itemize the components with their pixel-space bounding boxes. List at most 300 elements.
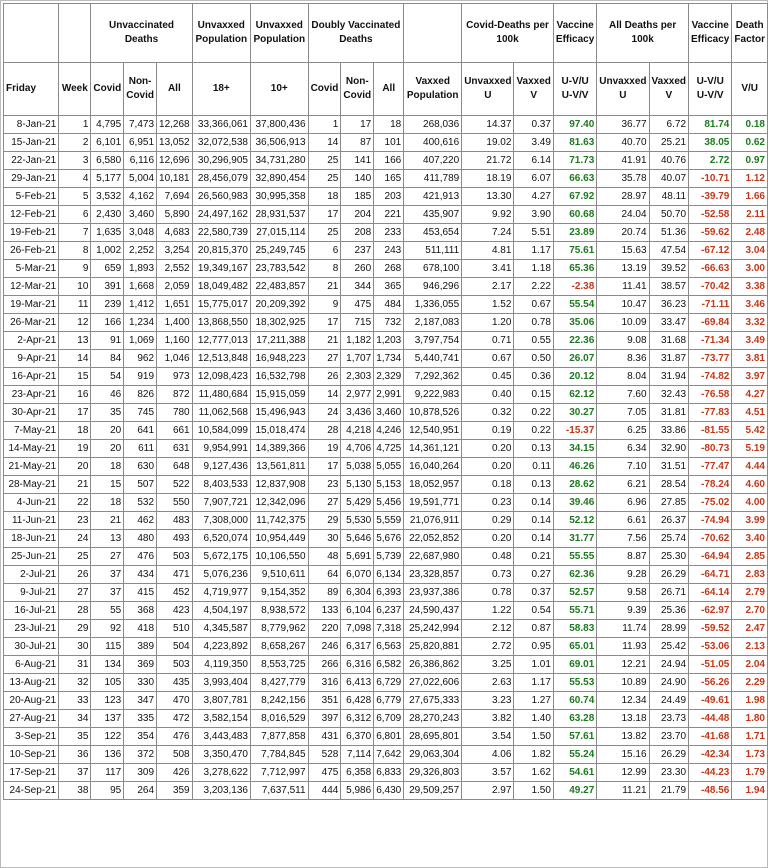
cell-covid-vaxxed-v: 1.40 <box>514 710 553 728</box>
cell-week: 25 <box>59 548 91 566</box>
cell-vaxxed-population: 678,100 <box>404 260 462 278</box>
cell-friday: 30-Jul-21 <box>4 638 59 656</box>
cell-death-factor: 2.11 <box>732 206 768 224</box>
cell-covid-vaxxed-v: 3.49 <box>514 134 553 152</box>
cell-vaccine-efficacy: 55.55 <box>553 548 596 566</box>
cell-all: 550 <box>157 494 193 512</box>
cell-vaxxed-population: 27,675,333 <box>404 692 462 710</box>
header-all-deaths-per-100k: All Deaths per 100k <box>597 4 689 63</box>
cell-dv-all: 6,729 <box>374 674 404 692</box>
cell-death-factor: 3.97 <box>732 368 768 386</box>
header-vaccine-efficacy: Vaccine Efficacy <box>553 4 596 63</box>
cell-covid-unvaxxed-u: 19.02 <box>462 134 514 152</box>
cell-vaccine-efficacy-all: -44.23 <box>689 764 732 782</box>
cell-week: 9 <box>59 260 91 278</box>
col-all: All <box>157 63 193 116</box>
cell-dv-non-covid: 7,098 <box>341 620 374 638</box>
cell-covid-unvaxxed-u: 2.63 <box>462 674 514 692</box>
cell-covid: 91 <box>91 332 124 350</box>
cell-week: 15 <box>59 368 91 386</box>
cell-week: 38 <box>59 782 91 800</box>
cell-vaccine-efficacy-all: -77.83 <box>689 404 732 422</box>
cell-covid: 136 <box>91 746 124 764</box>
cell-pop-18plus: 28,456,079 <box>192 170 250 188</box>
cell-all: 7,694 <box>157 188 193 206</box>
table-row <box>4 584 768 602</box>
cell-dv-non-covid: 344 <box>341 278 374 296</box>
col-friday: Friday <box>4 63 59 116</box>
table-row <box>4 224 768 242</box>
cell-vaxxed-population: 400,616 <box>404 134 462 152</box>
table-row <box>4 602 768 620</box>
cell-vaxxed-population: 7,292,362 <box>404 368 462 386</box>
header-vaccine-efficacy-all: Vaccine Efficacy <box>689 4 732 63</box>
cell-death-factor: 1.12 <box>732 170 768 188</box>
cell-dv-covid: 48 <box>308 548 341 566</box>
cell-week: 28 <box>59 602 91 620</box>
cell-vaxxed-population: 421,913 <box>404 188 462 206</box>
cell-vaccine-efficacy: 55.71 <box>553 602 596 620</box>
cell-week: 7 <box>59 224 91 242</box>
cell-vaccine-efficacy: 28.62 <box>553 476 596 494</box>
cell-vaccine-efficacy: 20.12 <box>553 368 596 386</box>
header-row-top <box>4 4 768 63</box>
cell-vaccine-efficacy-all: -53.06 <box>689 638 732 656</box>
cell-all-unvaxxed-u: 12.99 <box>597 764 649 782</box>
cell-friday: 29-Jan-21 <box>4 170 59 188</box>
cell-all: 503 <box>157 548 193 566</box>
cell-all-vaxxed-v: 23.70 <box>649 728 688 746</box>
table-row <box>4 746 768 764</box>
cell-all-vaxxed-v: 28.54 <box>649 476 688 494</box>
cell-covid-unvaxxed-u: 1.52 <box>462 296 514 314</box>
cell-vaxxed-population: 14,361,121 <box>404 440 462 458</box>
cell-covid: 13 <box>91 530 124 548</box>
cell-vaccine-efficacy: 35.06 <box>553 314 596 332</box>
cell-all: 5,890 <box>157 206 193 224</box>
cell-covid: 95 <box>91 782 124 800</box>
cell-death-factor: 1.79 <box>732 764 768 782</box>
cell-dv-non-covid: 6,316 <box>341 656 374 674</box>
cell-friday: 16-Jul-21 <box>4 602 59 620</box>
cell-vaccine-efficacy-all: -66.63 <box>689 260 732 278</box>
cell-death-factor: 0.18 <box>732 116 768 134</box>
col-18plus: 18+ <box>192 63 250 116</box>
cell-all-unvaxxed-u: 24.04 <box>597 206 649 224</box>
cell-all: 1,046 <box>157 350 193 368</box>
cell-non-covid: 1,412 <box>124 296 157 314</box>
cell-dv-covid: 14 <box>308 386 341 404</box>
cell-dv-covid: 18 <box>308 188 341 206</box>
cell-covid-vaxxed-v: 2.22 <box>514 278 553 296</box>
cell-covid-unvaxxed-u: 0.20 <box>462 530 514 548</box>
cell-vaccine-efficacy: 75.61 <box>553 242 596 260</box>
cell-all: 973 <box>157 368 193 386</box>
cell-friday: 30-Apr-21 <box>4 404 59 422</box>
cell-dv-covid: 89 <box>308 584 341 602</box>
cell-dv-non-covid: 4,706 <box>341 440 374 458</box>
cell-vaccine-efficacy-all: -75.02 <box>689 494 732 512</box>
cell-covid: 3,532 <box>91 188 124 206</box>
cell-pop-10plus: 7,712,997 <box>250 764 308 782</box>
cell-vaxxed-population: 28,270,243 <box>404 710 462 728</box>
cell-covid: 54 <box>91 368 124 386</box>
cell-pop-18plus: 22,580,739 <box>192 224 250 242</box>
cell-friday: 14-May-21 <box>4 440 59 458</box>
cell-all-vaxxed-v: 25.74 <box>649 530 688 548</box>
cell-all-vaxxed-v: 26.29 <box>649 746 688 764</box>
cell-all-vaxxed-v: 31.51 <box>649 458 688 476</box>
cell-all: 423 <box>157 602 193 620</box>
cell-all-unvaxxed-u: 11.21 <box>597 782 649 800</box>
cell-week: 29 <box>59 620 91 638</box>
cell-covid-vaxxed-v: 1.01 <box>514 656 553 674</box>
cell-covid: 134 <box>91 656 124 674</box>
table-row <box>4 278 768 296</box>
cell-covid: 84 <box>91 350 124 368</box>
cell-non-covid: 630 <box>124 458 157 476</box>
cell-covid-unvaxxed-u: 2.97 <box>462 782 514 800</box>
col-unvaxxed-u: Unvaxxed U <box>462 63 514 116</box>
cell-vaccine-efficacy-all: -70.62 <box>689 530 732 548</box>
cell-covid-unvaxxed-u: 3.23 <box>462 692 514 710</box>
cell-all-vaxxed-v: 26.37 <box>649 512 688 530</box>
cell-non-covid: 309 <box>124 764 157 782</box>
cell-dv-non-covid: 6,413 <box>341 674 374 692</box>
cell-all-vaxxed-v: 23.73 <box>649 710 688 728</box>
col-dv-all: All <box>374 63 404 116</box>
cell-pop-18plus: 6,520,074 <box>192 530 250 548</box>
cell-death-factor: 3.49 <box>732 332 768 350</box>
cell-all: 2,059 <box>157 278 193 296</box>
cell-vaccine-efficacy: 63.28 <box>553 710 596 728</box>
cell-covid-unvaxxed-u: 2.17 <box>462 278 514 296</box>
cell-all-unvaxxed-u: 28.97 <box>597 188 649 206</box>
cell-pop-10plus: 23,783,542 <box>250 260 308 278</box>
cell-death-factor: 4.51 <box>732 404 768 422</box>
cell-week: 8 <box>59 242 91 260</box>
cell-dv-all: 233 <box>374 224 404 242</box>
cell-dv-covid: 21 <box>308 278 341 296</box>
col-vu: V/U <box>732 63 768 116</box>
cell-dv-non-covid: 6,317 <box>341 638 374 656</box>
cell-covid: 4,795 <box>91 116 124 134</box>
cell-pop-18plus: 5,672,175 <box>192 548 250 566</box>
cell-covid-vaxxed-v: 0.54 <box>514 602 553 620</box>
cell-all-unvaxxed-u: 6.25 <box>597 422 649 440</box>
cell-dv-all: 18 <box>374 116 404 134</box>
cell-dv-all: 221 <box>374 206 404 224</box>
cell-pop-10plus: 15,018,474 <box>250 422 308 440</box>
cell-non-covid: 3,048 <box>124 224 157 242</box>
cell-dv-covid: 29 <box>308 512 341 530</box>
cell-vaxxed-population: 18,052,957 <box>404 476 462 494</box>
cell-vaccine-efficacy-all: -52.58 <box>689 206 732 224</box>
cell-pop-18plus: 11,062,568 <box>192 404 250 422</box>
cell-pop-18plus: 24,497,162 <box>192 206 250 224</box>
header-blank <box>404 4 462 63</box>
cell-death-factor: 2.13 <box>732 638 768 656</box>
cell-pop-10plus: 15,496,943 <box>250 404 308 422</box>
table-row <box>4 638 768 656</box>
cell-covid-vaxxed-v: 0.15 <box>514 386 553 404</box>
cell-dv-all: 1,734 <box>374 350 404 368</box>
cell-death-factor: 4.27 <box>732 386 768 404</box>
cell-pop-10plus: 16,532,798 <box>250 368 308 386</box>
cell-all-vaxxed-v: 38.57 <box>649 278 688 296</box>
cell-pop-10plus: 22,483,857 <box>250 278 308 296</box>
cell-vaccine-efficacy: 81.63 <box>553 134 596 152</box>
cell-dv-all: 166 <box>374 152 404 170</box>
cell-all-unvaxxed-u: 8.04 <box>597 368 649 386</box>
cell-all: 1,400 <box>157 314 193 332</box>
cell-covid: 46 <box>91 386 124 404</box>
cell-week: 24 <box>59 530 91 548</box>
cell-covid: 1,635 <box>91 224 124 242</box>
header-unvaccinated-deaths: Unvaccinated Deaths <box>91 4 192 63</box>
cell-pop-10plus: 7,784,845 <box>250 746 308 764</box>
cell-all: 508 <box>157 746 193 764</box>
cell-covid-unvaxxed-u: 0.29 <box>462 512 514 530</box>
cell-all-unvaxxed-u: 15.16 <box>597 746 649 764</box>
cell-all-vaxxed-v: 50.70 <box>649 206 688 224</box>
header-death-factor: Death Factor <box>732 4 768 63</box>
cell-dv-all: 268 <box>374 260 404 278</box>
cell-non-covid: 532 <box>124 494 157 512</box>
cell-all: 648 <box>157 458 193 476</box>
cell-covid-unvaxxed-u: 4.06 <box>462 746 514 764</box>
cell-dv-non-covid: 2,977 <box>341 386 374 404</box>
cell-week: 33 <box>59 692 91 710</box>
table-body <box>4 116 768 800</box>
cell-dv-covid: 528 <box>308 746 341 764</box>
cell-pop-10plus: 8,938,572 <box>250 602 308 620</box>
cell-pop-18plus: 12,513,848 <box>192 350 250 368</box>
cell-non-covid: 919 <box>124 368 157 386</box>
cell-vaccine-efficacy: 62.12 <box>553 386 596 404</box>
cell-pop-18plus: 5,076,236 <box>192 566 250 584</box>
cell-vaccine-efficacy: 52.57 <box>553 584 596 602</box>
cell-dv-non-covid: 4,218 <box>341 422 374 440</box>
cell-dv-all: 5,739 <box>374 548 404 566</box>
cell-vaxxed-population: 27,022,606 <box>404 674 462 692</box>
cell-non-covid: 368 <box>124 602 157 620</box>
cell-dv-non-covid: 141 <box>341 152 374 170</box>
cell-friday: 23-Apr-21 <box>4 386 59 404</box>
cell-vaccine-efficacy: 69.01 <box>553 656 596 674</box>
cell-dv-covid: 21 <box>308 332 341 350</box>
table-row <box>4 692 768 710</box>
cell-dv-non-covid: 5,038 <box>341 458 374 476</box>
cell-death-factor: 3.38 <box>732 278 768 296</box>
cell-pop-18plus: 19,349,167 <box>192 260 250 278</box>
header-unvaxxed-population: Unvaxxed Population <box>192 4 250 63</box>
cell-dv-covid: 30 <box>308 530 341 548</box>
cell-all: 470 <box>157 692 193 710</box>
cell-dv-covid: 17 <box>308 458 341 476</box>
cell-vaxxed-population: 23,328,857 <box>404 566 462 584</box>
cell-covid-vaxxed-v: 1.62 <box>514 764 553 782</box>
table-row <box>4 494 768 512</box>
cell-week: 1 <box>59 116 91 134</box>
cell-vaccine-efficacy: -15.37 <box>553 422 596 440</box>
col-vaxxed-v: Vaxxed V <box>514 63 553 116</box>
cell-all: 452 <box>157 584 193 602</box>
cell-all: 471 <box>157 566 193 584</box>
cell-vaxxed-population: 22,687,980 <box>404 548 462 566</box>
cell-pop-18plus: 15,775,017 <box>192 296 250 314</box>
cell-vaccine-efficacy-all: -62.97 <box>689 602 732 620</box>
cell-covid-unvaxxed-u: 0.18 <box>462 476 514 494</box>
cell-pop-10plus: 16,948,223 <box>250 350 308 368</box>
cell-pop-10plus: 32,890,454 <box>250 170 308 188</box>
cell-pop-18plus: 3,203,136 <box>192 782 250 800</box>
cell-all-unvaxxed-u: 10.47 <box>597 296 649 314</box>
cell-death-factor: 3.46 <box>732 296 768 314</box>
cell-pop-10plus: 14,389,366 <box>250 440 308 458</box>
cell-vaccine-efficacy: 34.15 <box>553 440 596 458</box>
cell-friday: 5-Mar-21 <box>4 260 59 278</box>
cell-dv-all: 165 <box>374 170 404 188</box>
cell-dv-covid: 26 <box>308 368 341 386</box>
cell-dv-all: 5,559 <box>374 512 404 530</box>
cell-vaxxed-population: 29,063,304 <box>404 746 462 764</box>
cell-vaxxed-population: 25,820,881 <box>404 638 462 656</box>
cell-vaccine-efficacy: 23.89 <box>553 224 596 242</box>
cell-covid-vaxxed-v: 0.27 <box>514 566 553 584</box>
cell-pop-18plus: 10,584,099 <box>192 422 250 440</box>
cell-all-unvaxxed-u: 12.21 <box>597 656 649 674</box>
cell-all-unvaxxed-u: 41.91 <box>597 152 649 170</box>
cell-vaccine-efficacy-all: -64.71 <box>689 566 732 584</box>
cell-non-covid: 480 <box>124 530 157 548</box>
cell-non-covid: 1,668 <box>124 278 157 296</box>
cell-vaccine-efficacy-all: -39.79 <box>689 188 732 206</box>
cell-pop-18plus: 32,072,538 <box>192 134 250 152</box>
cell-week: 36 <box>59 746 91 764</box>
cell-covid: 35 <box>91 404 124 422</box>
cell-vaccine-efficacy: 66.63 <box>553 170 596 188</box>
col-week: Week <box>59 63 91 116</box>
cell-friday: 4-Jun-21 <box>4 494 59 512</box>
col-all-vaxxed-v: Vaxxed V <box>649 63 688 116</box>
header-covid-deaths-per-100k: Covid-Deaths per 100k <box>462 4 554 63</box>
cell-dv-covid: 25 <box>308 170 341 188</box>
cell-vaxxed-population: 5,440,741 <box>404 350 462 368</box>
cell-vaccine-efficacy: 54.61 <box>553 764 596 782</box>
cell-non-covid: 418 <box>124 620 157 638</box>
cell-covid: 137 <box>91 710 124 728</box>
cell-dv-non-covid: 5,530 <box>341 512 374 530</box>
cell-pop-10plus: 27,015,114 <box>250 224 308 242</box>
cell-non-covid: 6,116 <box>124 152 157 170</box>
cell-pop-10plus: 18,302,925 <box>250 314 308 332</box>
cell-friday: 26-Feb-21 <box>4 242 59 260</box>
cell-friday: 17-Sep-21 <box>4 764 59 782</box>
cell-all-vaxxed-v: 21.79 <box>649 782 688 800</box>
cell-friday: 20-Aug-21 <box>4 692 59 710</box>
table-row <box>4 458 768 476</box>
cell-death-factor: 3.40 <box>732 530 768 548</box>
cell-covid-vaxxed-v: 0.22 <box>514 422 553 440</box>
cell-dv-covid: 9 <box>308 296 341 314</box>
cell-covid-unvaxxed-u: 0.73 <box>462 566 514 584</box>
cell-vaxxed-population: 268,036 <box>404 116 462 134</box>
cell-week: 20 <box>59 458 91 476</box>
cell-all-vaxxed-v: 33.47 <box>649 314 688 332</box>
cell-pop-10plus: 25,249,745 <box>250 242 308 260</box>
cell-friday: 12-Mar-21 <box>4 278 59 296</box>
cell-death-factor: 5.19 <box>732 440 768 458</box>
cell-vaxxed-population: 10,878,526 <box>404 404 462 422</box>
cell-pop-10plus: 8,427,779 <box>250 674 308 692</box>
cell-pop-18plus: 26,560,983 <box>192 188 250 206</box>
cell-all-unvaxxed-u: 6.21 <box>597 476 649 494</box>
cell-pop-10plus: 8,242,156 <box>250 692 308 710</box>
cell-friday: 3-Sep-21 <box>4 728 59 746</box>
cell-non-covid: 389 <box>124 638 157 656</box>
cell-dv-covid: 27 <box>308 350 341 368</box>
cell-covid-vaxxed-v: 0.13 <box>514 440 553 458</box>
table-row <box>4 530 768 548</box>
cell-all-vaxxed-v: 31.81 <box>649 404 688 422</box>
cell-dv-non-covid: 140 <box>341 170 374 188</box>
cell-all-vaxxed-v: 26.29 <box>649 566 688 584</box>
table-row <box>4 656 768 674</box>
cell-death-factor: 3.81 <box>732 350 768 368</box>
cell-dv-non-covid: 6,358 <box>341 764 374 782</box>
cell-covid-vaxxed-v: 6.07 <box>514 170 553 188</box>
cell-covid: 122 <box>91 728 124 746</box>
cell-dv-all: 6,393 <box>374 584 404 602</box>
cell-covid-vaxxed-v: 1.17 <box>514 242 553 260</box>
cell-vaccine-efficacy: 31.77 <box>553 530 596 548</box>
cell-dv-all: 6,801 <box>374 728 404 746</box>
cell-dv-covid: 475 <box>308 764 341 782</box>
cell-dv-covid: 17 <box>308 314 341 332</box>
cell-covid-vaxxed-v: 0.95 <box>514 638 553 656</box>
cell-vaccine-efficacy-all: 81.74 <box>689 116 732 134</box>
cell-all: 1,651 <box>157 296 193 314</box>
cell-all: 504 <box>157 638 193 656</box>
cell-all-unvaxxed-u: 13.18 <box>597 710 649 728</box>
cell-pop-10plus: 9,154,352 <box>250 584 308 602</box>
cell-vaccine-efficacy: 39.46 <box>553 494 596 512</box>
cell-covid-unvaxxed-u: 0.20 <box>462 458 514 476</box>
cell-covid: 117 <box>91 764 124 782</box>
cell-death-factor: 4.00 <box>732 494 768 512</box>
cell-all-vaxxed-v: 23.30 <box>649 764 688 782</box>
cell-vaccine-efficacy-all: -78.24 <box>689 476 732 494</box>
header-doubly-vaccinated-deaths: Doubly Vaccinated Deaths <box>308 4 404 63</box>
cell-non-covid: 1,069 <box>124 332 157 350</box>
cell-pop-18plus: 30,296,905 <box>192 152 250 170</box>
cell-covid-vaxxed-v: 0.37 <box>514 116 553 134</box>
cell-all-unvaxxed-u: 13.19 <box>597 260 649 278</box>
cell-dv-non-covid: 5,646 <box>341 530 374 548</box>
cell-vaccine-efficacy: 60.68 <box>553 206 596 224</box>
cell-all-vaxxed-v: 47.54 <box>649 242 688 260</box>
cell-dv-covid: 1 <box>308 116 341 134</box>
cell-covid-vaxxed-v: 0.78 <box>514 314 553 332</box>
cell-covid: 6,101 <box>91 134 124 152</box>
cell-pop-10plus: 10,106,550 <box>250 548 308 566</box>
cell-vaccine-efficacy: 65.36 <box>553 260 596 278</box>
cell-vaxxed-population: 29,509,257 <box>404 782 462 800</box>
cell-dv-all: 5,153 <box>374 476 404 494</box>
cell-week: 14 <box>59 350 91 368</box>
cell-covid-vaxxed-v: 0.11 <box>514 458 553 476</box>
